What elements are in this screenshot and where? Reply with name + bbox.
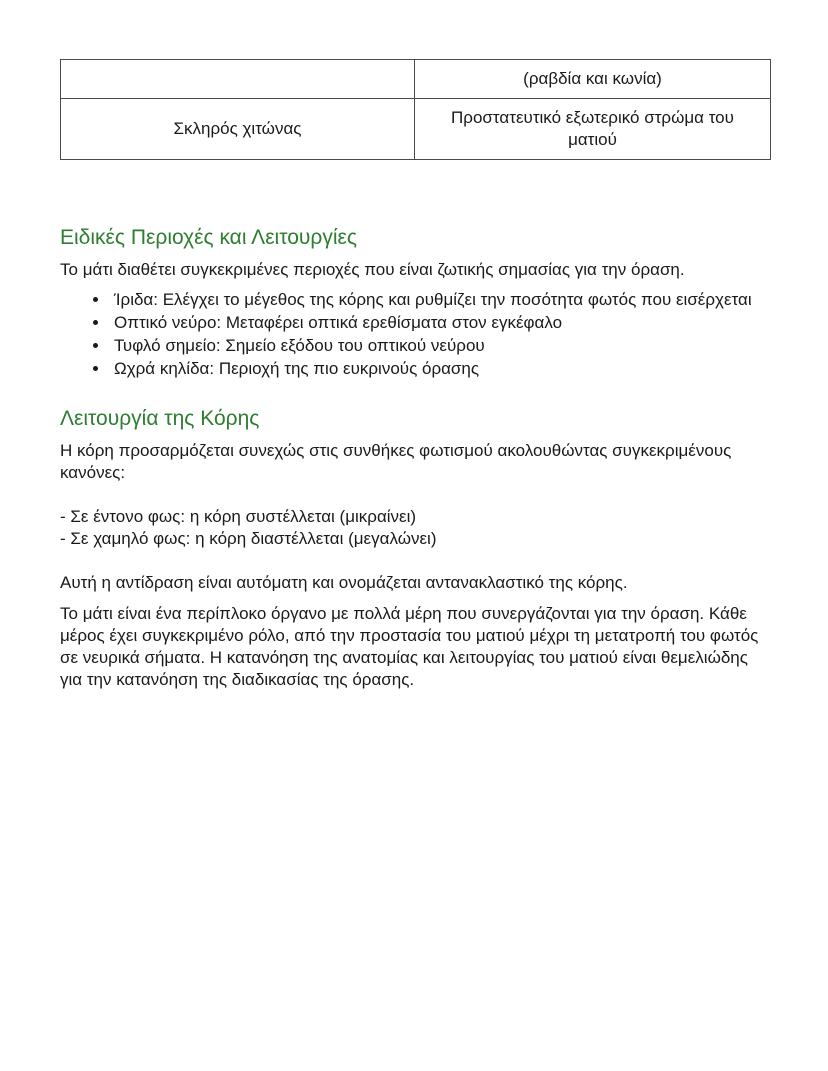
list-item: • Ίριδα: Ελέγχει το μέγεθος της κόρης και ρυθμίζει την ποσότητα φωτός που εισέρχεται <box>110 289 770 311</box>
section-heading-pupil: Λειτουργία της Κόρης <box>60 407 260 430</box>
list-item: • Ωχρά κηλίδα: Περιοχή της πιο ευκρινούς όρασης <box>110 358 770 380</box>
pupil-rules <box>60 506 770 550</box>
rule-bright-light: - Σε έντονο φως: η κόρη συστέλλεται (μικραίνει) <box>60 507 417 526</box>
regions-list <box>60 289 770 380</box>
table-cell-description: (ραβδία και κωνία) <box>415 60 771 99</box>
list-item: • Οπτικό νεύρο: Μεταφέρει οπτικά ερεθίσματα στον εγκέφαλο <box>110 312 770 334</box>
section-intro-pupil: Η κόρη προσαρμόζεται συνεχώς στις συνθήκες φωτισμού ακολουθώντας συγκεκριμένους κανόνες: <box>60 441 732 482</box>
table-row <box>61 60 771 99</box>
section-intro-regions: Το μάτι διαθέτει συγκεκριμένες περιοχές που είναι ζωτικής σημασίας για την όραση. <box>60 260 685 279</box>
conclusion-paragraph: Το μάτι είναι ένα περίπλοκο όργανο με πολλά μέρη που συνεργάζονται για την όραση. Κάθε μέρος έχει συγκεκριμένο ρόλο, από την προστασία του ματιού μέχρι τη μετατροπή του φωτός σε νευρικά σήματα. Η κατανόηση της ανατομίας και λειτουργίας του ματιού είναι θεμελιώδης για την κατανόηση της διαδικασίας της όρασης. <box>60 604 759 689</box>
pupil-reflex-text: Αυτή η αντίδραση είναι αυτόματη και ονομάζεται αντανακλαστικό της κόρης. <box>60 573 628 592</box>
section-heading-regions: Ειδικές Περιοχές και Λειτουργίες <box>60 226 357 249</box>
rule-low-light: - Σε χαμηλό φως: η κόρη διαστέλλεται (μεγαλώνει) <box>60 529 437 548</box>
list-item: • Τυφλό σημείο: Σημείο εξόδου του οπτικού νεύρου <box>110 335 770 357</box>
table-cell-part: Σκληρός χιτώνας <box>61 99 415 160</box>
document-page <box>60 59 770 691</box>
table-row <box>61 99 771 160</box>
table-cell-part <box>61 60 415 99</box>
eye-anatomy-table <box>60 59 771 160</box>
table-cell-description: Προστατευτικό εξωτερικό στρώμα του ματιού <box>415 99 771 160</box>
